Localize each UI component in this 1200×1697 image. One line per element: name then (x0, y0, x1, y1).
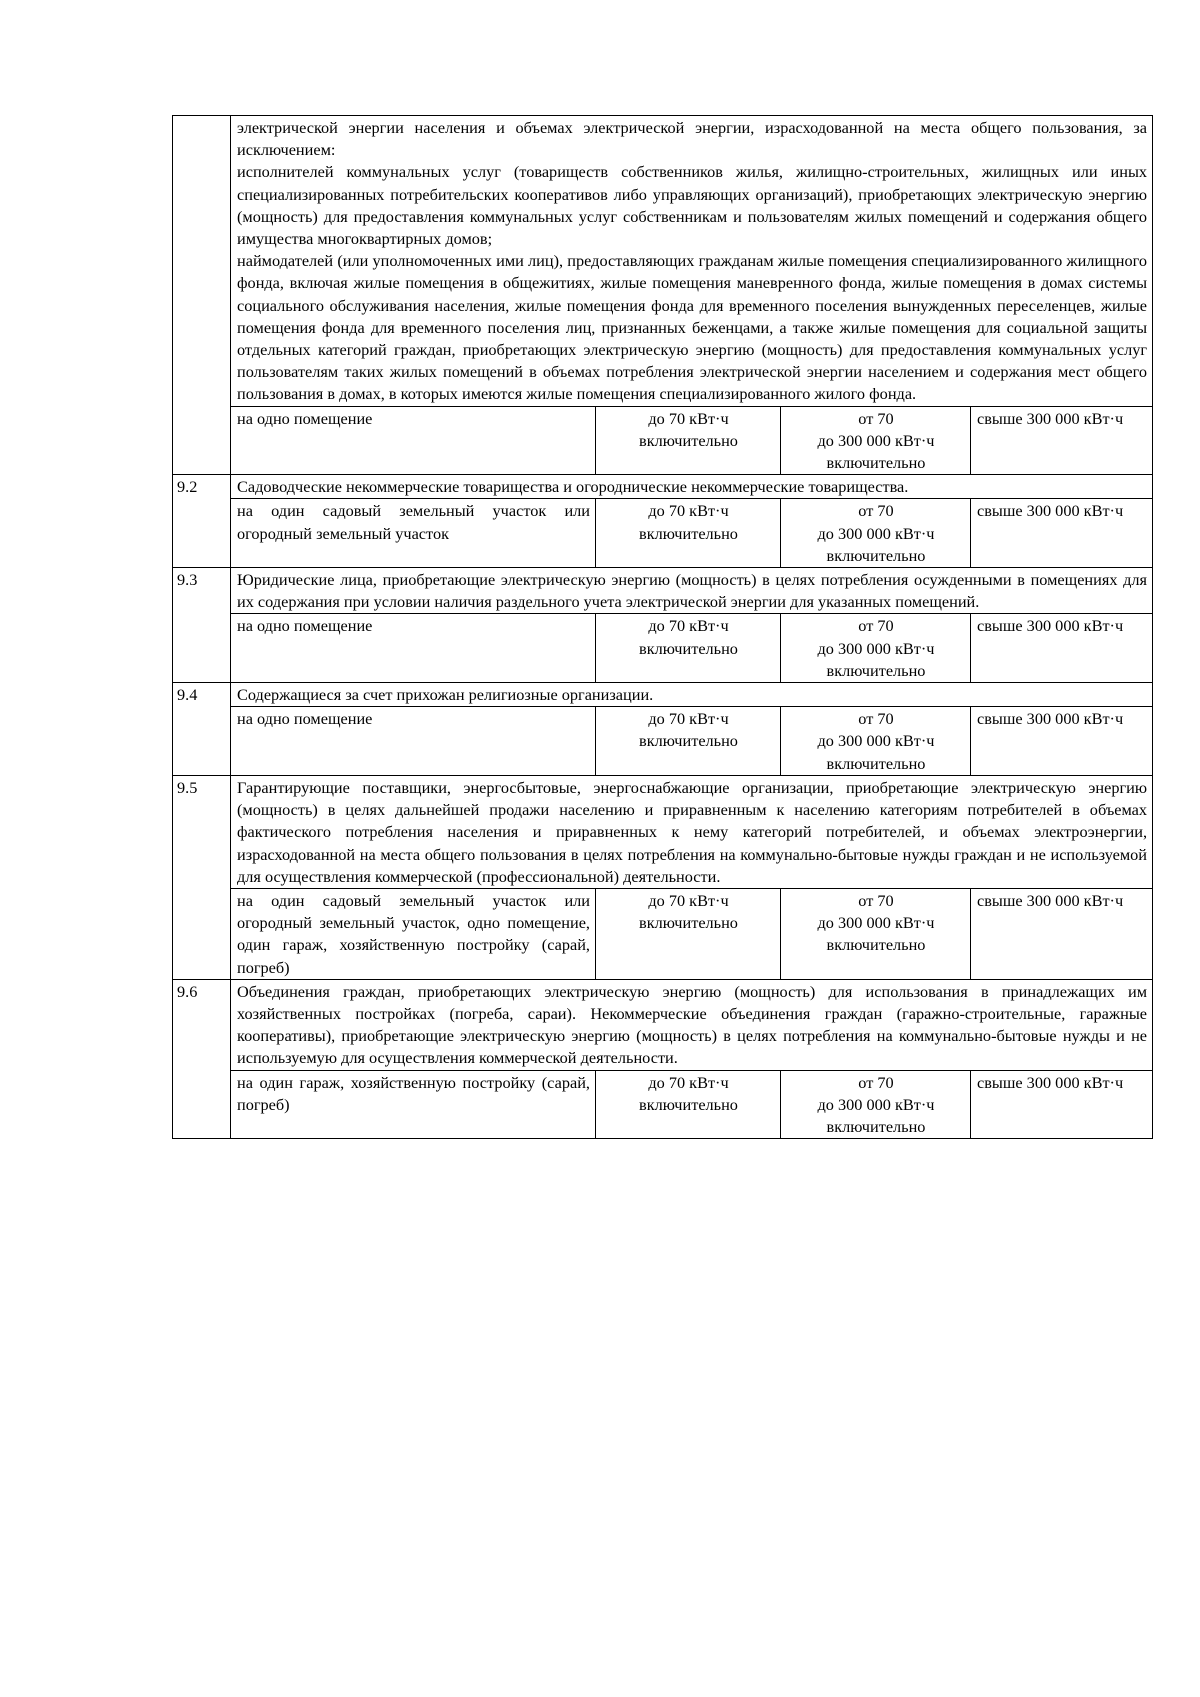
range-mid-cell: от 70 до 300 000 кВт·ч включительно (781, 707, 971, 776)
intro-description-cell (231, 116, 1153, 407)
row-9-5-description-row (173, 775, 1153, 888)
range-low-cell: до 70 кВт·ч включительно (596, 499, 781, 568)
intro-paragraph: электрической энергии населения и объемах электрической энергии, израсходованной на места общего пользования, за исключением: (237, 118, 1148, 160)
unit-cell: на одно помещение (231, 707, 596, 776)
row-9-4-description-row (173, 683, 1153, 707)
row-9-6-description-row (173, 979, 1153, 1070)
row-9-2-description-row (173, 475, 1153, 499)
range-high-cell: свыше 300 000 кВт·ч (971, 499, 1153, 568)
unit-cell: на один гараж, хозяйственную постройку (сарай, погреб) (231, 1070, 596, 1139)
row-description-cell: Садоводческие некоммерческие товарищества и огороднические некоммерческие товарищества. (231, 475, 1153, 499)
range-mid-cell: от 70 до 300 000 кВт·ч включительно (781, 614, 971, 683)
row-9-6-values-row (173, 1070, 1153, 1139)
range-high-cell: свыше 300 000 кВт·ч (971, 1070, 1153, 1139)
range-low-cell: до 70 кВт·ч включительно (596, 888, 781, 979)
range-low-cell: до 70 кВт·ч включительно (596, 406, 781, 475)
row-number-cell: 9.2 (173, 475, 231, 568)
intro-values-row (173, 406, 1153, 475)
range-low-cell: до 70 кВт·ч включительно (596, 1070, 781, 1139)
row-9-5-values-row (173, 888, 1153, 979)
range-high-cell: свыше 300 000 кВт·ч (971, 406, 1153, 475)
row-9-3-values-row (173, 614, 1153, 683)
row-description-cell: Юридические лица, приобретающие электрическую энергию (мощность) в целях потребления осужденными в помещениях для их содержания при условии наличия раздельного учета электрической энергии для указанных помещений. (231, 568, 1153, 614)
range-mid-cell: от 70 до 300 000 кВт·ч включительно (781, 1070, 971, 1139)
unit-cell: на один садовый земельный участок или огородный земельный участок, одно помещение, один гараж, хозяйственную постройку (сарай, погреб) (231, 888, 596, 979)
range-mid-cell: от 70 до 300 000 кВт·ч включительно (781, 888, 971, 979)
intro-paragraph: исполнителей коммунальных услуг (товариществ собственников жилья, жилищно-строительных, жилищных или иных специализированных потребительских кооперативов либо управляющих организаций), приобретающих электрическую энергию (мощность) для предоставления коммунальных услуг собственникам и пользователям жилых помещений и содержания общего имущества многоквартирных домов; (237, 162, 1148, 249)
range-high-cell: свыше 300 000 кВт·ч (971, 888, 1153, 979)
row-description-cell: Содержащиеся за счет прихожан религиозные организации. (231, 683, 1153, 707)
range-high-cell: свыше 300 000 кВт·ч (971, 707, 1153, 776)
unit-cell: на один садовый земельный участок или огородный земельный участок (231, 499, 596, 568)
row-description-cell: Объединения граждан, приобретающих электрическую энергию (мощность) для использования в принадлежащих им хозяйственных постройках (погреба, сараи). Некоммерческие объединения граждан (гаражно-строительные, гаражные кооперативы), приобретающие электрическую энергию (мощность) в целях потребления на коммунально-бытовые нужды и не используемую для осуществления коммерческой деятельности. (231, 979, 1153, 1070)
row-9-2-values-row (173, 499, 1153, 568)
table-body (173, 116, 1153, 1139)
range-low-cell: до 70 кВт·ч включительно (596, 707, 781, 776)
unit-cell: на одно помещение (231, 614, 596, 683)
row-number-cell: 9.3 (173, 568, 231, 683)
row-number-cell: 9.4 (173, 683, 231, 776)
tariff-table (172, 115, 1153, 1139)
intro-description-row (173, 116, 1153, 407)
range-low-cell: до 70 кВт·ч включительно (596, 614, 781, 683)
intro-number-cell (173, 116, 231, 475)
range-high-cell: свыше 300 000 кВт·ч (971, 614, 1153, 683)
unit-cell: на одно помещение (231, 406, 596, 475)
row-9-4-values-row (173, 707, 1153, 776)
range-mid-cell: от 70 до 300 000 кВт·ч включительно (781, 406, 971, 475)
intro-paragraph: наймодателей (или уполномоченных ими лиц), предоставляющих гражданам жилые помещения специализированного жилищного фонда, включая жилые помещения в общежитиях, жилые помещения маневренного фонда, жилые помещения в домах системы социального обслуживания населения, жилые помещения фонда для временного поселения вынужденных переселенцев, жилые помещения фонда для временного поселения лиц, признанных беженцами, а также жилые помещения для социальной защиты отдельных категорий граждан, приобретающих электрическую энергию (мощность) для предоставления коммунальных услуг пользователям таких жилых помещений в объемах потребления электрической энергии населением и содержания мест общего пользования в домах, в которых имеются жилые помещения специализированного жилого фонда. (237, 251, 1148, 404)
range-mid-cell: от 70 до 300 000 кВт·ч включительно (781, 499, 971, 568)
row-number-cell: 9.6 (173, 979, 231, 1138)
row-9-3-description-row (173, 568, 1153, 614)
row-number-cell: 9.5 (173, 775, 231, 979)
row-description-cell: Гарантирующие поставщики, энергосбытовые, энергоснабжающие организации, приобретающие электрическую энергию (мощность) в целях дальнейшей продажи населению и приравненным к населению категориям потребителей в объемах фактического потребления населения и приравненных к нему категорий потребителей, и объемах электроэнергии, израсходованной на места общего пользования в целях потребления на коммунально-бытовые нужды граждан и не используемой для осуществления коммерческой (профессиональной) деятельности. (231, 775, 1153, 888)
